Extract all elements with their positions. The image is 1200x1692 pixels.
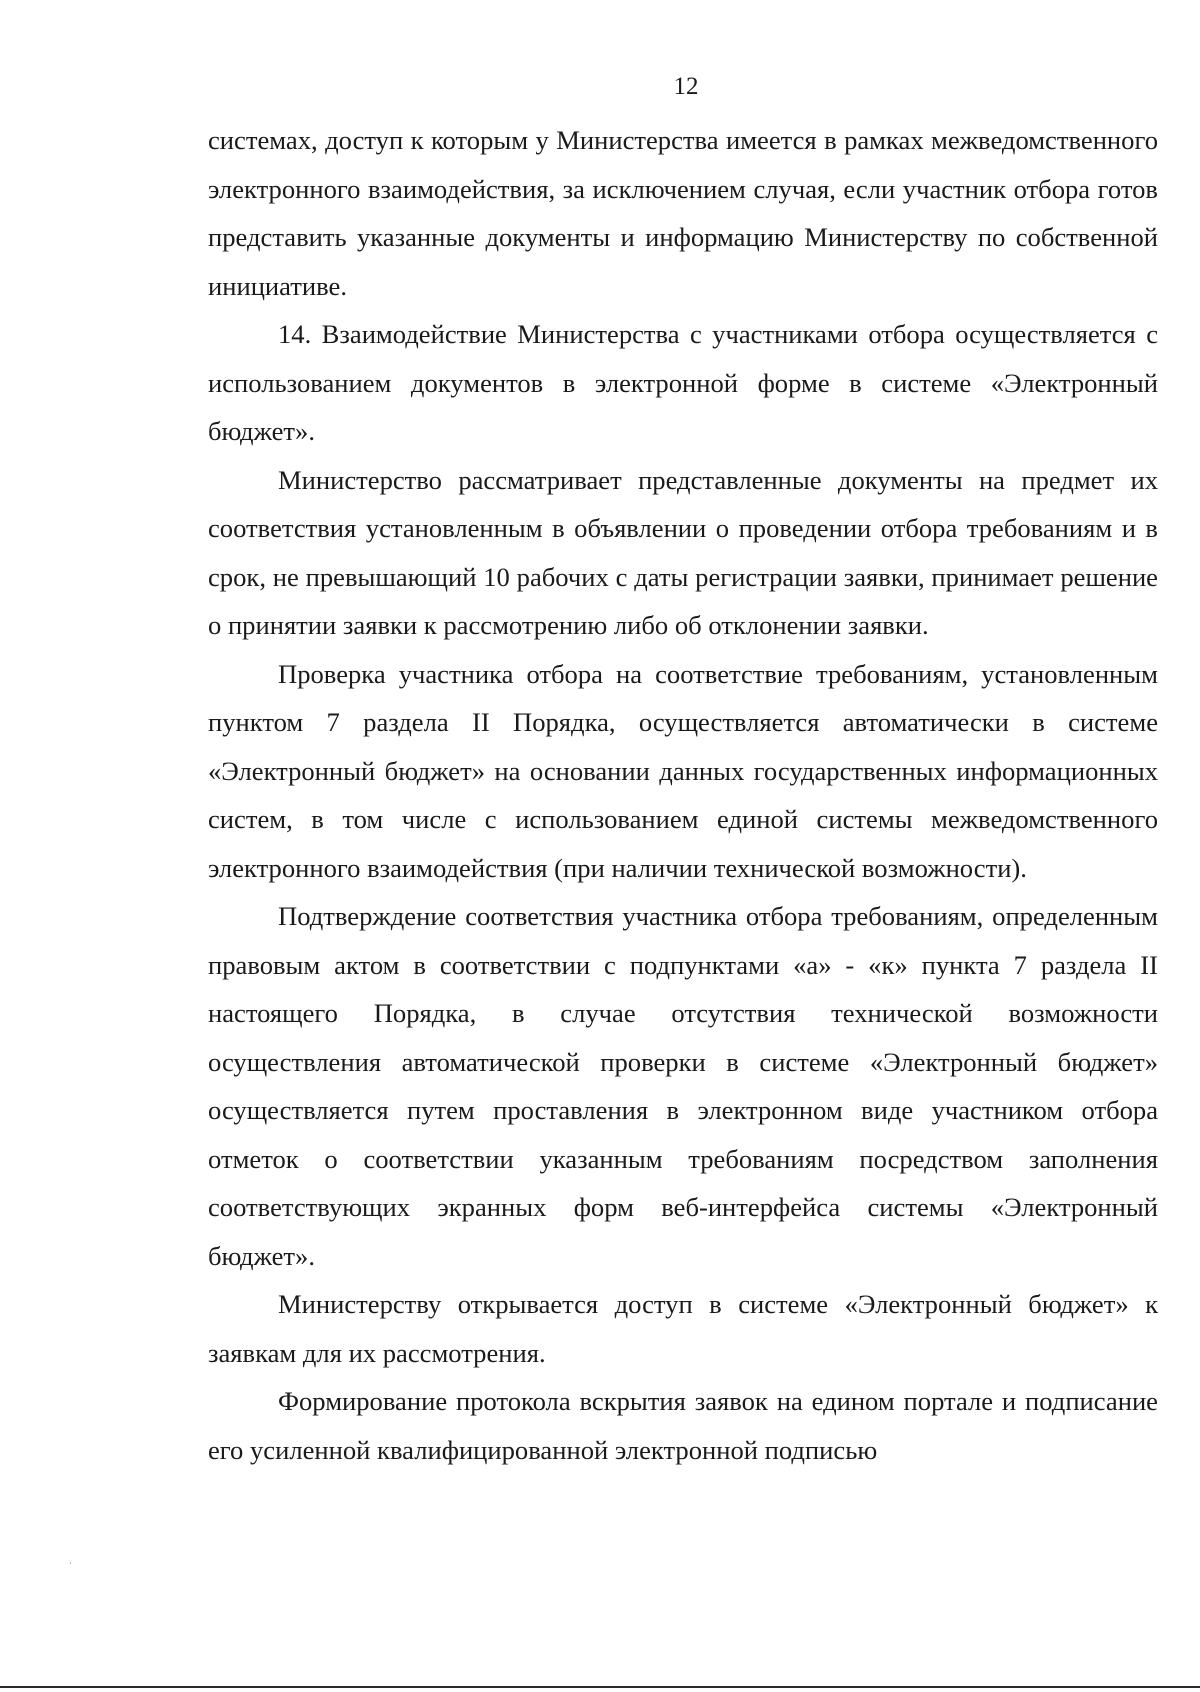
document-body (208, 116, 1158, 1474)
paragraph-access: Министерству открывается доступ в системе «Электронный бюджет» к заявкам для их рассмотрения. (208, 1289, 1158, 1368)
paragraph-ministry-review: Министерство рассматривает представленные документы на предмет их соответствия установленным в объявлении о проведении отбора требованиям и в срок, не превышающий 10 рабочих с даты регистрации заявки, принимает решение о принятии заявки к рассмотрению либо об отклонении заявки. (208, 464, 1158, 640)
page-bottom-edge (0, 1686, 1200, 1688)
page-number: 12 (673, 73, 699, 100)
paragraph-participant-check: Проверка участника отбора на соответствие требованиям, установленным пунктом 7 раздела II Порядка, осуществляется автоматически в системе «Электронный бюджет» на основании данных государственных информационных систем, в том числе с использованием единой системы межведомственного электронного взаимодействия (при наличии технической возможности). (208, 658, 1158, 883)
scan-artifact (70, 1562, 71, 1564)
paragraph-protocol: Формирование протокола вскрытия заявок на едином портале и подписание его усиленной квалифицированной электронной подписью (208, 1386, 1158, 1465)
paragraph-item-14: 14. Взаимодействие Министерства с участниками отбора осуществляется с использованием документов в электронной форме в системе «Электронный бюджет». (208, 319, 1158, 446)
paragraph-continuation: системах, доступ к которым у Министерства имеется в рамках межведомственного электронного взаимодействия, за исключением случая, если участник отбора готов представить указанные документы и информацию Министерству по собственной инициативе. (208, 125, 1158, 301)
paragraph-confirmation: Подтверждение соответствия участника отбора требованиям, определенным правовым актом в соответствии с подпунктами «а» - «к» пункта 7 раздела II настоящего Порядка, в случае отсутствия технической возможности осуществления автоматической проверки в системе «Электронный бюджет» осуществляется путем проставления в электронном виде участником отбора отметок о соответствии указанным требованиям посредством заполнения соответствующих экранных форм веб-интерфейса системы «Электронный бюджет». (208, 901, 1158, 1271)
